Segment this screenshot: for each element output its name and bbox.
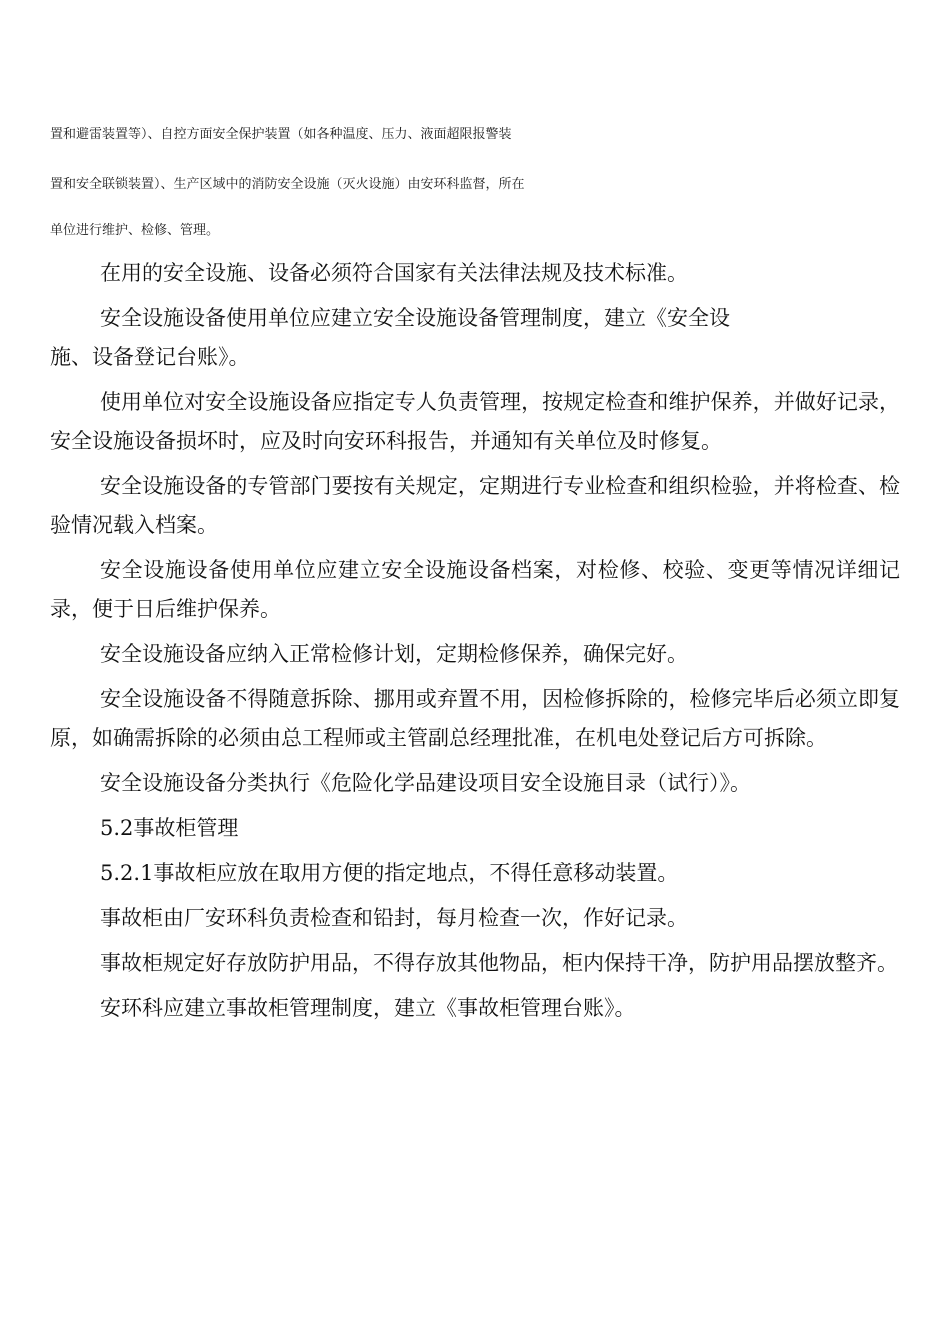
paragraph-classification: 安全设施设备分类执行《危险化学品建设项目安全设施目录（试行）》。 — [100, 771, 751, 795]
paragraph-management-system-line2: 施、设备登记台账》。 — [50, 345, 250, 369]
paragraph-equipment-archive: 安全设施设备使用单位应建立安全设施设备档案，对检修、校验、变更等情况详细记录，便于日后维护保养。 — [50, 558, 900, 621]
paragraph-designated-person: 使用单位对安全设施设备应指定专人负责管理，按规定检查和维护保养，并做好记录，安全设施设备损坏时，应及时向安环科报告，并通知有关单位及时修复。 — [50, 390, 900, 453]
top-line-2: 置和安全联锁装置）、生产区域中的消防安全设施（灭火设施）由安环科监督，所在 — [50, 177, 525, 192]
section-heading-5-2: 5.2事故柜管理 — [100, 816, 239, 840]
paragraph-periodic-inspection: 安全设施设备的专管部门要按有关规定，定期进行专业检查和组织检验，并将检查、检验情况载入档案。 — [50, 474, 900, 537]
paragraph-cabinet-ledger: 安环科应建立事故柜管理制度，建立《事故柜管理台账》。 — [100, 996, 636, 1020]
paragraph-5-2-1: 5.2.1事故柜应放在取用方便的指定地点，不得任意移动装置。 — [100, 861, 679, 885]
top-line-1: 置和避雷装置等）、自控方面安全保护装置（如各种温度、压力、液面超限报警装 — [50, 127, 512, 142]
paragraph-removal-rules: 安全设施设备不得随意拆除、挪用或弃置不用，因检修拆除的，检修完毕后必须立即复原，如确需拆除的必须由总工程师或主管副总经理批准，在机电处登记后方可拆除。 — [50, 687, 900, 750]
paragraph-cabinet-inspection: 事故柜由厂安环科负责检查和铅封，每月检查一次，作好记录。 — [100, 906, 688, 930]
paragraph-management-system-line1: 安全设施设备使用单位应建立安全设施设备管理制度，建立《安全设 — [100, 306, 730, 330]
paragraph-maintenance-plan: 安全设施设备应纳入正常检修计划，定期检修保养，确保完好。 — [100, 642, 688, 666]
top-line-3: 单位进行维护、检修、管理。 — [50, 223, 220, 238]
document-body — [50, 254, 900, 1028]
paragraph-cabinet-storage: 事故柜规定好存放防护用品，不得存放其他物品，柜内保持干净，防护用品摆放整齐。 — [100, 951, 898, 975]
paragraph-standards: 在用的安全设施、设备必须符合国家有关法律法规及技术标准。 — [100, 261, 688, 285]
